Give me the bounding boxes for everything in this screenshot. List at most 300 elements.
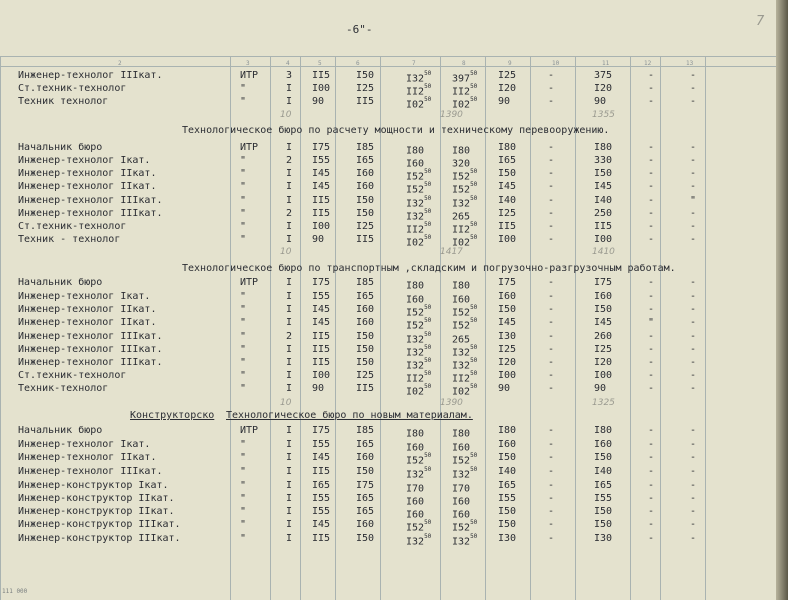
cell-v13: - [690, 370, 697, 381]
row-name: Начальник бюро [18, 425, 103, 436]
cell-qty: 2 [286, 155, 293, 166]
cell-v5: II5 [312, 331, 331, 342]
cell-cat: " [240, 493, 247, 504]
cell-v6: I25 [356, 370, 375, 381]
cell-v5: I45 [312, 304, 331, 315]
row-name: Инженер-технолог Iкат. [18, 291, 151, 302]
cell-v13: - [690, 83, 697, 94]
cell-v11: I30 [594, 533, 613, 544]
cell-v6: I50 [356, 533, 375, 544]
cell-qty: 2 [286, 208, 293, 219]
cell-v12: - [648, 181, 655, 192]
cell-kopecks: 50 [424, 221, 432, 228]
cell-v9: I20 [498, 357, 517, 368]
cell-value: I52 [406, 455, 425, 467]
footer-code: 111 000 [2, 588, 28, 595]
cell-v5: I65 [312, 480, 331, 491]
cell-v5: II5 [312, 208, 331, 219]
cell-cat: " [240, 208, 247, 219]
grid-vline [380, 56, 381, 600]
cell-v5: 90 [312, 383, 325, 394]
cell-v6: I60 [356, 519, 375, 530]
cell-cat: " [240, 439, 247, 450]
cell-v13: - [690, 142, 697, 153]
cell-v12: - [648, 344, 655, 355]
column-header: 8 [462, 60, 466, 67]
cell-value: I52 [452, 455, 471, 467]
cell-kopecks: 50 [470, 317, 478, 324]
cell-value: I60 [452, 509, 471, 521]
cell-value: I32 [452, 469, 471, 481]
cell-value: II2 [452, 86, 471, 98]
cell-v7 [406, 533, 431, 547]
cell-kopecks: 50 [470, 466, 478, 473]
section-title: Технологическое бюро по новым материалам. [226, 410, 473, 421]
grid-vline [485, 56, 486, 600]
cell-cat: ИТР [240, 277, 259, 288]
cell-v9: I25 [498, 344, 517, 355]
cell-qty: I [286, 506, 293, 517]
cell-v7 [406, 96, 431, 110]
cell-v9: I25 [498, 70, 517, 81]
cell-v6: I60 [356, 168, 375, 179]
cell-qty: I [286, 181, 293, 192]
cell-v11: 375 [594, 70, 613, 81]
cell-cat: " [240, 96, 247, 107]
cell-v6: I85 [356, 277, 375, 288]
row-name: Инженер-технолог IIIкат. [18, 208, 163, 219]
cell-cat: ИТР [240, 425, 259, 436]
cell-v10: - [548, 317, 555, 328]
cell-v9: I30 [498, 533, 517, 544]
cell-qty: I [286, 317, 293, 328]
cell-kopecks: 50 [470, 519, 478, 526]
cell-value: II2 [452, 373, 471, 385]
cell-v6: I50 [356, 466, 375, 477]
cell-v9: I80 [498, 425, 517, 436]
cell-cat: " [240, 344, 247, 355]
cell-value: I52 [406, 307, 425, 319]
cell-v9: I65 [498, 155, 517, 166]
cell-v12: - [648, 221, 655, 232]
cell-v9: I75 [498, 277, 517, 288]
cell-v13: - [690, 493, 697, 504]
cell-v12: - [648, 370, 655, 381]
grid-vline [0, 56, 1, 600]
pencil-note: 1390 [440, 398, 463, 408]
cell-v11: I00 [594, 234, 613, 245]
cell-qty: I [286, 493, 293, 504]
cell-v7 [406, 317, 431, 331]
cell-v9: II5 [498, 221, 517, 232]
cell-v6: I85 [356, 425, 375, 436]
column-header: 9 [508, 60, 512, 67]
cell-kopecks: 50 [470, 221, 478, 228]
cell-v10: - [548, 344, 555, 355]
cell-v12: - [648, 168, 655, 179]
cell-v12: - [648, 70, 655, 81]
cell-value: I60 [406, 496, 425, 508]
cell-v5: I45 [312, 181, 331, 192]
cell-v6: I75 [356, 480, 375, 491]
row-name: Инженер-конструктор IIкат. [18, 493, 175, 504]
cell-qty: I [286, 480, 293, 491]
cell-v13: - [690, 181, 697, 192]
cell-v5: I45 [312, 168, 331, 179]
cell-v11: I55 [594, 493, 613, 504]
cell-v6: I65 [356, 493, 375, 504]
cell-value: I60 [452, 496, 471, 508]
cell-kopecks: 50 [424, 304, 432, 311]
grid-vline [630, 56, 631, 600]
cell-qty: I [286, 439, 293, 450]
cell-value: I80 [406, 145, 425, 157]
cell-v8 [452, 533, 477, 547]
cell-v10: - [548, 291, 555, 302]
cell-v13: - [690, 439, 697, 450]
cell-v6: I50 [356, 195, 375, 206]
cell-kopecks: 50 [424, 533, 432, 540]
cell-value: I32 [452, 347, 471, 359]
cell-v13: - [690, 466, 697, 477]
cell-v12: - [648, 439, 655, 450]
row-name: Начальник бюро [18, 277, 103, 288]
cell-value: I52 [452, 320, 471, 332]
cell-value: 397 [452, 73, 471, 85]
cell-v6: I60 [356, 181, 375, 192]
section-title: Технологическое бюро по расчету мощности и техническому перевооружению. [182, 125, 610, 136]
cell-qty: I [286, 304, 293, 315]
cell-cat: " [240, 304, 247, 315]
cell-cat: " [240, 317, 247, 328]
cell-v13: " [690, 195, 697, 206]
cell-kopecks: 50 [470, 195, 478, 202]
cell-kopecks: 50 [424, 208, 432, 215]
cell-v7 [406, 181, 431, 195]
cell-v5: I55 [312, 506, 331, 517]
cell-v10: - [548, 519, 555, 530]
cell-v11: II5 [594, 221, 613, 232]
cell-v12: - [648, 519, 655, 530]
row-name: Техник технолог [18, 96, 109, 107]
cell-v6: I25 [356, 83, 375, 94]
cell-value: I32 [406, 536, 425, 548]
cell-v10: - [548, 357, 555, 368]
cell-v10: - [548, 480, 555, 491]
cell-kopecks: 50 [470, 357, 478, 364]
cell-v12: - [648, 234, 655, 245]
cell-v12: - [648, 357, 655, 368]
cell-value: I52 [452, 184, 471, 196]
row-name: Инженер-конструктор IIIкат. [18, 533, 181, 544]
cell-value: I52 [406, 522, 425, 534]
grid-vline [270, 56, 271, 600]
cell-qty: I [286, 291, 293, 302]
cell-v9: I60 [498, 439, 517, 450]
row-name: Инженер-технолог IIкат. [18, 181, 157, 192]
corner-mark: 7 [756, 14, 765, 29]
cell-cat: " [240, 83, 247, 94]
cell-value: I80 [452, 428, 471, 440]
cell-v6: I60 [356, 317, 375, 328]
cell-v5: I55 [312, 155, 331, 166]
cell-v10: - [548, 493, 555, 504]
cell-v11: I25 [594, 344, 613, 355]
cell-v11: I80 [594, 425, 613, 436]
cell-value: I80 [452, 145, 471, 157]
cell-value: I60 [452, 442, 471, 454]
cell-kopecks: 50 [424, 466, 432, 473]
cell-qty: I [286, 195, 293, 206]
cell-v7 [406, 519, 431, 533]
cell-kopecks: 50 [424, 370, 432, 377]
cell-v12: - [648, 277, 655, 288]
cell-value: I60 [406, 509, 425, 521]
cell-kopecks: 50 [470, 533, 478, 540]
cell-v9: 90 [498, 383, 511, 394]
cell-value: I32 [406, 198, 425, 210]
grid-hline [0, 66, 780, 67]
cell-v9: I40 [498, 195, 517, 206]
cell-v9: I60 [498, 291, 517, 302]
cell-kopecks: 50 [470, 383, 478, 390]
cell-v12: - [648, 533, 655, 544]
cell-cat: " [240, 452, 247, 463]
cell-value: I02 [406, 386, 425, 398]
cell-value: I60 [406, 158, 425, 170]
cell-v13: - [690, 425, 697, 436]
cell-v9: I50 [498, 519, 517, 530]
cell-v5: II5 [312, 70, 331, 81]
pencil-note: 1390 [440, 110, 463, 120]
cell-v9: 90 [498, 96, 511, 107]
cell-value: I52 [406, 184, 425, 196]
cell-cat: " [240, 195, 247, 206]
cell-v5: I00 [312, 221, 331, 232]
cell-value: I32 [452, 360, 471, 372]
cell-v5: I75 [312, 142, 331, 153]
cell-v9: I80 [498, 142, 517, 153]
cell-v13: - [690, 70, 697, 81]
column-header: 13 [686, 60, 694, 67]
cell-v12: - [648, 425, 655, 436]
cell-qty: I [286, 142, 293, 153]
column-header: 7 [412, 60, 416, 67]
cell-v9: I45 [498, 317, 517, 328]
cell-value: I02 [406, 99, 425, 111]
pencil-note: 1417 [440, 247, 463, 257]
cell-v12: - [648, 493, 655, 504]
cell-v10: - [548, 466, 555, 477]
cell-kopecks: 50 [424, 195, 432, 202]
cell-v12: - [648, 304, 655, 315]
cell-v8 [452, 452, 477, 466]
cell-v12: - [648, 452, 655, 463]
cell-v8 [452, 519, 477, 533]
cell-v11: I50 [594, 452, 613, 463]
cell-value: I52 [452, 522, 471, 534]
cell-v8 [452, 317, 477, 331]
row-name: Инженер-технолог IIIкат. [18, 344, 163, 355]
cell-cat: " [240, 331, 247, 342]
cell-cat: " [240, 533, 247, 544]
cell-qty: I [286, 425, 293, 436]
cell-kopecks: 50 [424, 83, 432, 90]
cell-value: I52 [452, 307, 471, 319]
grid-vline [530, 56, 531, 600]
cell-v13: - [690, 277, 697, 288]
cell-v13: - [690, 304, 697, 315]
grid-vline [705, 56, 706, 600]
pencil-note: 10 [280, 247, 292, 257]
cell-kopecks: 50 [424, 70, 432, 77]
cell-kopecks: 50 [470, 83, 478, 90]
section-title: Технологическое бюро по транспортным ,складским и погрузочно-разгрузочным работам. [182, 263, 676, 274]
row-name: Инженер-технолог IIIкат. [18, 70, 163, 81]
column-header: 4 [286, 60, 290, 67]
cell-v7 [406, 277, 424, 291]
cell-v7 [406, 383, 431, 397]
cell-v13: - [690, 519, 697, 530]
cell-v10: - [548, 195, 555, 206]
cell-kopecks: 50 [424, 181, 432, 188]
cell-v12: - [648, 208, 655, 219]
cell-v13: - [690, 506, 697, 517]
cell-cat: " [240, 168, 247, 179]
cell-v9: I45 [498, 181, 517, 192]
cell-cat: ИТР [240, 142, 259, 153]
grid-vline [575, 56, 576, 600]
pencil-note: 10 [280, 110, 292, 120]
column-header: 3 [246, 60, 250, 67]
cell-v10: - [548, 96, 555, 107]
cell-v11: 90 [594, 96, 607, 107]
cell-qty: I [286, 83, 293, 94]
grid-vline [335, 56, 336, 600]
cell-v8 [452, 383, 477, 397]
grid-vline [660, 56, 661, 600]
cell-v7 [406, 466, 431, 480]
cell-value: I70 [452, 483, 471, 495]
cell-v13: - [690, 533, 697, 544]
cell-kopecks: 50 [470, 344, 478, 351]
cell-v13: - [690, 291, 697, 302]
cell-kopecks: 50 [470, 452, 478, 459]
row-name: Начальник бюро [18, 142, 103, 153]
column-header: 6 [356, 60, 360, 67]
cell-v10: - [548, 83, 555, 94]
cell-value: I60 [406, 442, 425, 454]
cell-v5: II5 [312, 533, 331, 544]
cell-kopecks: 50 [424, 344, 432, 351]
row-name: Инженер-технолог IIIкат. [18, 357, 163, 368]
cell-value: I32 [406, 347, 425, 359]
cell-v13: - [690, 317, 697, 328]
cell-value: I70 [406, 483, 425, 495]
cell-v6: I65 [356, 439, 375, 450]
cell-v12: - [648, 195, 655, 206]
cell-v11: I50 [594, 304, 613, 315]
cell-v7 [406, 452, 431, 466]
cell-v9: I40 [498, 466, 517, 477]
cell-v11: I00 [594, 370, 613, 381]
cell-v6: I50 [356, 331, 375, 342]
cell-v7 [406, 234, 431, 248]
cell-qty: I [286, 168, 293, 179]
column-header: 11 [602, 60, 610, 67]
cell-value: I80 [406, 280, 425, 292]
cell-value: I80 [406, 428, 425, 440]
cell-v9: I30 [498, 331, 517, 342]
cell-v6: I85 [356, 142, 375, 153]
cell-v10: - [548, 506, 555, 517]
cell-v12: - [648, 480, 655, 491]
cell-v6: I65 [356, 155, 375, 166]
cell-cat: " [240, 234, 247, 245]
grid-vline [230, 56, 231, 600]
cell-v6: II5 [356, 234, 375, 245]
cell-cat: ИТР [240, 70, 259, 81]
cell-qty: I [286, 533, 293, 544]
section-title-prefix: Конструкторско [130, 410, 215, 421]
cell-v9: I65 [498, 480, 517, 491]
cell-v6: II5 [356, 96, 375, 107]
row-name: Ст.техник-технолог [18, 370, 127, 381]
cell-v12: - [648, 142, 655, 153]
cell-v8 [452, 181, 477, 195]
cell-v13: - [690, 234, 697, 245]
cell-v13: - [690, 208, 697, 219]
cell-qty: I [286, 221, 293, 232]
cell-v9: I55 [498, 493, 517, 504]
cell-v10: - [548, 533, 555, 544]
cell-qty: I [286, 383, 293, 394]
column-header: 5 [318, 60, 322, 67]
cell-value: I52 [452, 171, 471, 183]
grid-vline [440, 56, 441, 600]
cell-v8 [452, 96, 477, 110]
pencil-note: 1355 [592, 110, 615, 120]
cell-kopecks: 50 [424, 317, 432, 324]
cell-v5: II5 [312, 357, 331, 368]
cell-v5: I75 [312, 425, 331, 436]
cell-v12: - [648, 506, 655, 517]
cell-qty: 2 [286, 331, 293, 342]
column-header: 10 [552, 60, 560, 67]
cell-v12: - [648, 291, 655, 302]
cell-v9: I00 [498, 234, 517, 245]
cell-value: I32 [452, 198, 471, 210]
cell-v12: - [648, 383, 655, 394]
cell-v12: - [648, 466, 655, 477]
cell-v13: - [690, 331, 697, 342]
cell-v10: - [548, 452, 555, 463]
cell-v10: - [548, 181, 555, 192]
cell-v9: I00 [498, 370, 517, 381]
cell-kopecks: 50 [470, 304, 478, 311]
cell-qty: I [286, 344, 293, 355]
cell-value: 265 [452, 334, 471, 346]
cell-v9: I25 [498, 208, 517, 219]
cell-v10: - [548, 208, 555, 219]
cell-cat: " [240, 181, 247, 192]
cell-v11: I65 [594, 480, 613, 491]
cell-v6: I65 [356, 506, 375, 517]
cell-cat: " [240, 383, 247, 394]
cell-kopecks: 50 [424, 168, 432, 175]
row-name: Инженер-технолог IIкат. [18, 452, 157, 463]
row-name: Инженер-технолог IIIкат. [18, 195, 163, 206]
